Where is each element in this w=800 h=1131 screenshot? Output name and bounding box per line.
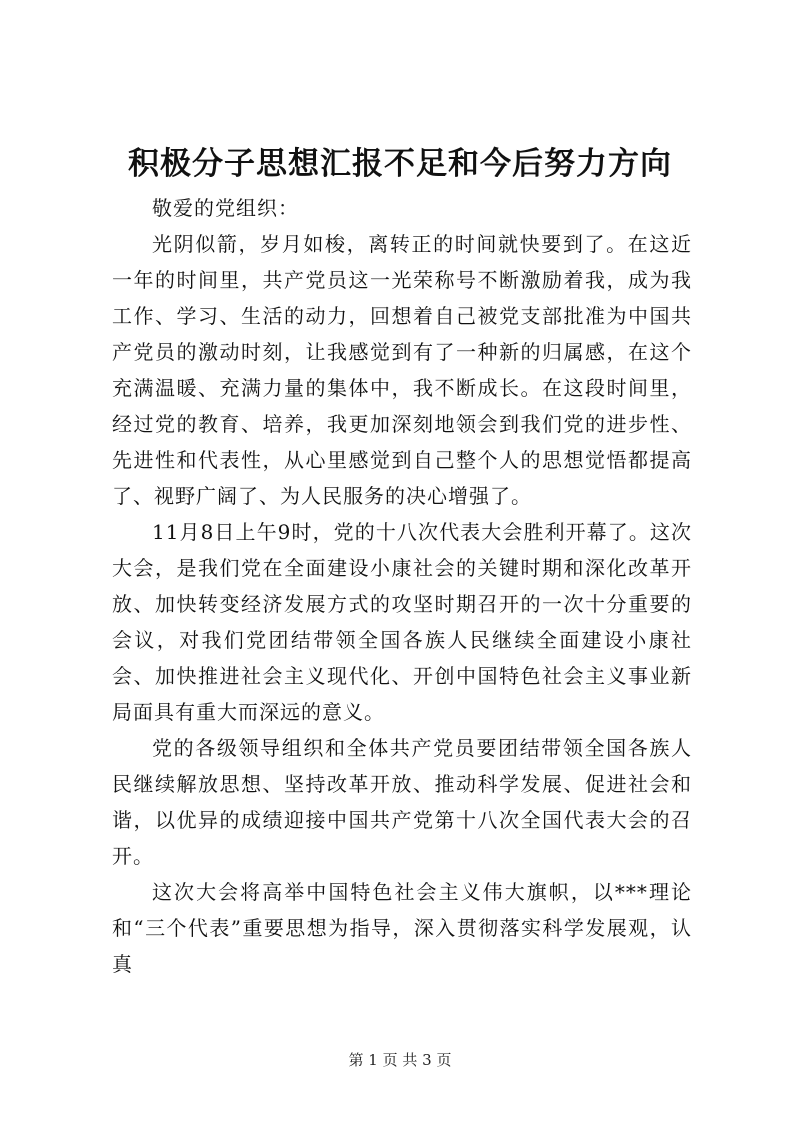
paragraph-3: 党的各级领导组织和全体共产党员要团结带领全国各族人民继续解放思想、坚持改革开放、推动科学发展、促进社会和谐，以优异的成绩迎接中国共产党第十八次全国代表大会的召开。 [112, 736, 692, 868]
salutation: 敬爱的党组织： [152, 196, 299, 220]
document-body [112, 190, 692, 982]
paragraph-4: 这次大会将高举中国特色社会主义伟大旗帜，以***理论和“三个代表”重要思想为指导，深入贯彻落实科学发展观，认真 [112, 880, 692, 976]
document-title: 积极分子思想汇报不足和今后努力方向 [128, 146, 672, 182]
paragraph-2: 11月8日上午9时，党的十八次代表大会胜利开幕了。这次大会，是我们党在全面建设小康社会的关键时期和深化改革开放、加快转变经济发展方式的攻坚时期召开的一次十分重要的会议，对我们党团结带领全国各族人民继续全面建设小康社会、加快推进社会主义现代化、开创中国特色社会主义事业新局面具有重大而深远的意义。 [112, 520, 692, 724]
page-number-footer: 第 1 页 共 3 页 [348, 1051, 452, 1069]
paragraph-1: 光阴似箭，岁月如梭，离转正的时间就快要到了。在这近一年的时间里，共产党员这一光荣称号不断激励着我，成为我工作、学习、生活的动力，回想着自己被党支部批准为中国共产党员的激动时刻，让我感觉到有了一种新的归属感，在这个充满温暖、充满力量的集体中，我不断成长。在这段时间里，经过党的教育、培养，我更加深刻地领会到我们党的进步性、先进性和代表性，从心里感觉到自己整个人的思想觉悟都提高了、视野广阔了、为人民服务的决心增强了。 [112, 232, 692, 508]
